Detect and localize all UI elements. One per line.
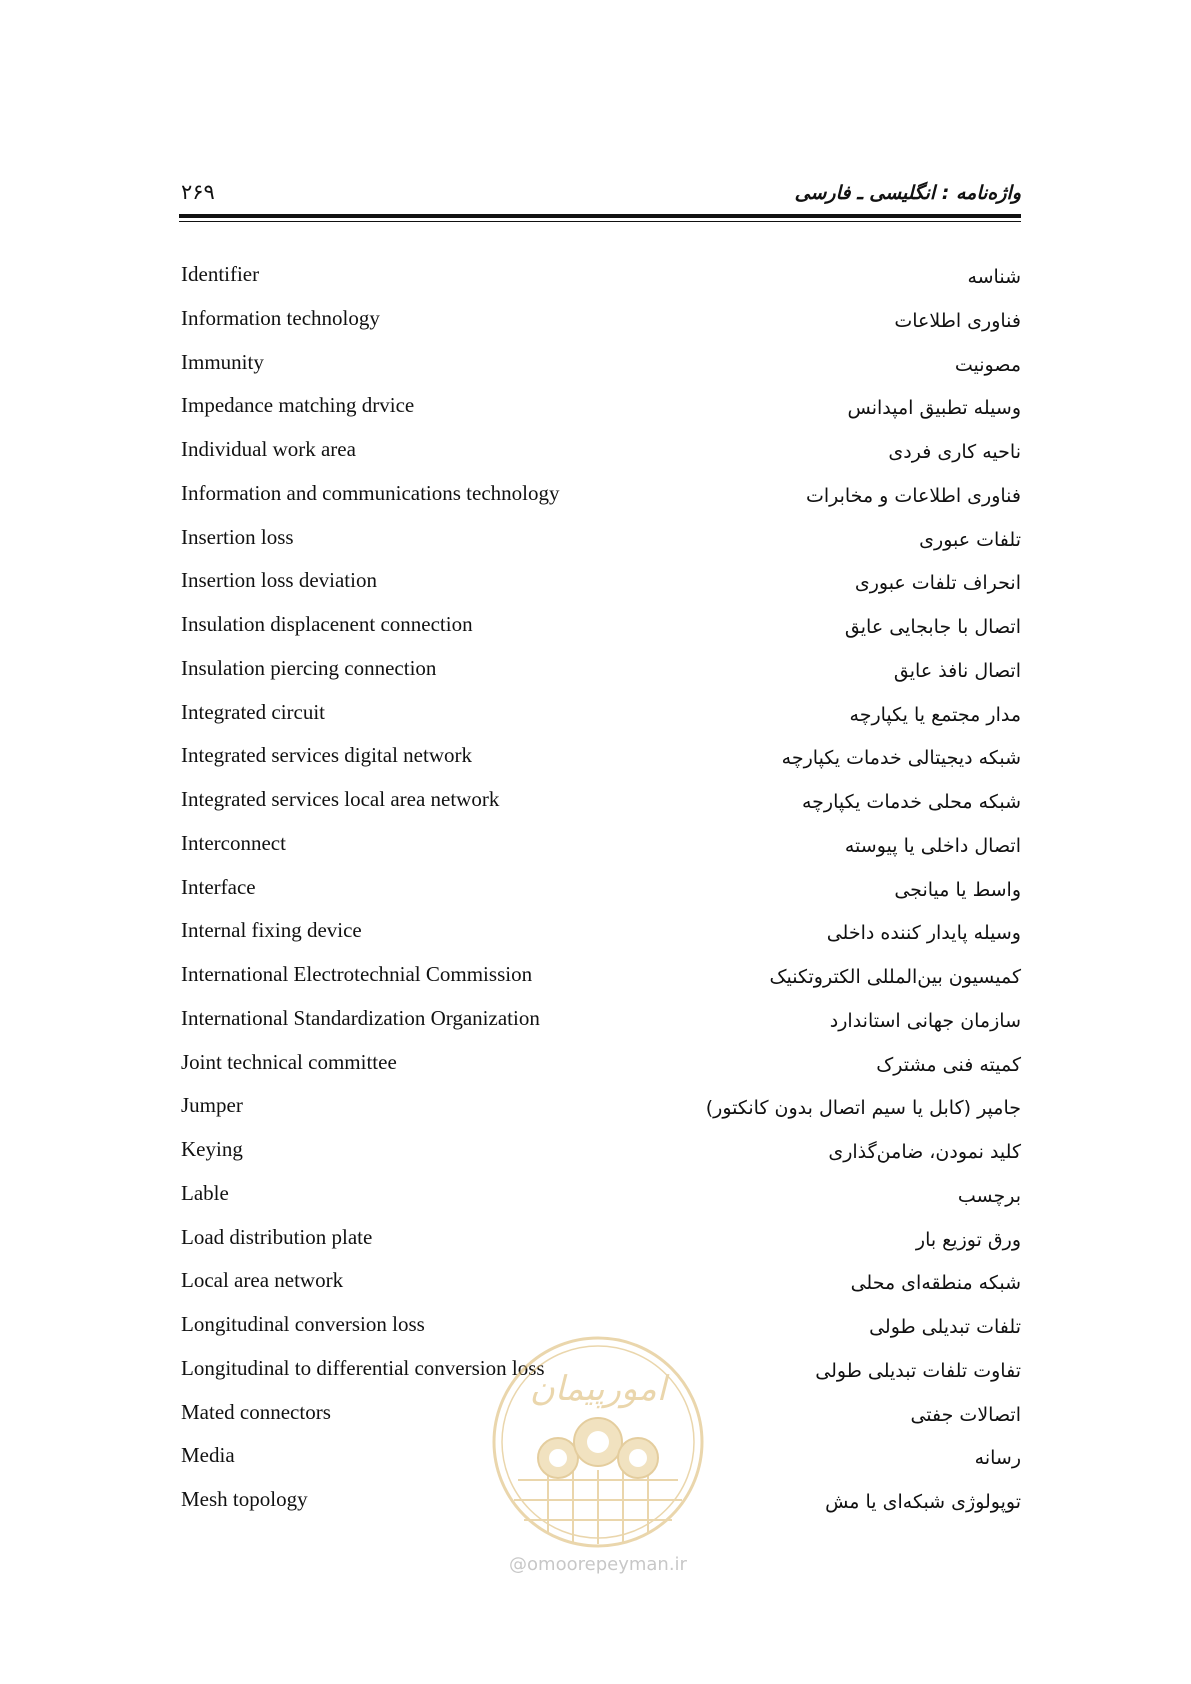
glossary-row — [181, 477, 1021, 521]
persian-term: کمیته فنی مشترک — [876, 1053, 1021, 1076]
persian-term: شبکه دیجیتالی خدمات یکپارچه — [781, 747, 1021, 770]
glossary-row — [181, 1046, 1021, 1090]
header-rule-thin — [179, 221, 1021, 222]
english-term: Lable — [181, 1180, 229, 1205]
persian-term: اتصال با جابجایی عایق — [844, 616, 1021, 638]
english-term: Insertion loss — [181, 524, 294, 549]
glossary-row — [181, 302, 1021, 346]
english-term: Interface — [181, 874, 256, 899]
persian-term: تفاوت تلفات تبدیلی طولی — [815, 1359, 1021, 1382]
english-term: Impedance matching drvice — [181, 393, 415, 418]
english-term: Mated connectors — [181, 1399, 331, 1424]
persian-term: مدار مجتمع یا یکپارچه — [849, 703, 1021, 726]
english-term: Keying — [181, 1137, 243, 1161]
running-title: واژه‌نامه : انگلیسی ـ فارسی — [794, 182, 1021, 204]
english-term: Joint technical committee — [181, 1049, 397, 1074]
glossary-list — [181, 258, 1021, 1527]
persian-term: فناوری اطلاعات و مخابرات — [805, 484, 1021, 507]
persian-term: ناحیه کاری فردی — [888, 441, 1021, 463]
glossary-row — [181, 652, 1021, 696]
persian-term: برچسب — [957, 1184, 1021, 1207]
persian-term: تلفات عبوری — [919, 528, 1021, 551]
glossary-row — [181, 783, 1021, 827]
glossary-row — [181, 871, 1021, 915]
persian-term: وسیله پایدار کننده داخلی — [826, 922, 1021, 945]
persian-term: شبکه محلی خدمات یکپارچه — [801, 791, 1021, 813]
english-term: Individual work area — [181, 437, 356, 461]
english-term: Immunity — [181, 349, 264, 374]
persian-term: کمیسیون بین‌المللی الکتروتکنیک — [769, 966, 1021, 988]
glossary-row — [181, 827, 1021, 871]
glossary-row — [181, 258, 1021, 302]
glossary-row — [181, 1264, 1021, 1308]
glossary-row — [181, 433, 1021, 477]
persian-term: فناوری اطلاعات — [894, 309, 1021, 332]
page-number: ۲۶۹ — [181, 180, 215, 204]
english-term: Media — [181, 1443, 235, 1468]
persian-term: واسط یا میانجی — [894, 878, 1021, 901]
glossary-row — [181, 608, 1021, 652]
glossary-row — [181, 564, 1021, 608]
glossary-row — [181, 1002, 1021, 1046]
english-term: Integrated services digital network — [181, 743, 472, 768]
english-term: Interconnect — [181, 830, 286, 855]
glossary-row — [181, 1221, 1021, 1265]
page-header — [179, 170, 1021, 230]
english-term: Local area network — [181, 1268, 344, 1293]
english-term: International Electrotechnial Commission — [181, 962, 533, 986]
persian-term: اتصال داخلی یا پیوسته — [844, 834, 1021, 857]
english-term: Insulation piercing connection — [181, 655, 437, 680]
english-term: Insertion loss deviation — [181, 568, 377, 593]
persian-term: تلفات تبدیلی طولی — [869, 1316, 1021, 1338]
glossary-row — [181, 739, 1021, 783]
persian-term: اتصالات جفتی — [910, 1403, 1021, 1426]
glossary-row — [181, 1483, 1021, 1527]
persian-term: سازمان جهانی استاندارد — [829, 1009, 1021, 1032]
persian-term: وسیله تطبیق امپدانس — [847, 397, 1021, 420]
english-term: Information and communications technology — [181, 480, 560, 505]
english-term: Insulation displacenent connection — [181, 612, 473, 636]
glossary-row — [181, 1352, 1021, 1396]
english-term: Information technology — [181, 305, 380, 330]
glossary-row — [181, 1308, 1021, 1352]
english-term: Longitudinal conversion loss — [181, 1312, 425, 1336]
english-term: Longitudinal to differential conversion loss — [181, 1355, 545, 1380]
persian-term: اتصال نافذ عایق — [893, 659, 1021, 682]
persian-term: شناسه — [967, 266, 1021, 288]
english-term: Identifier — [181, 262, 260, 286]
persian-term: جامپر (کابل یا سیم اتصال بدون کانکتور) — [705, 1097, 1021, 1120]
glossary-row — [181, 1396, 1021, 1440]
english-term: Integrated services local area network — [181, 787, 500, 811]
glossary-row — [181, 1089, 1021, 1133]
glossary-row — [181, 1133, 1021, 1177]
persian-term: ورق توزیع بار — [915, 1228, 1021, 1251]
english-term: Load distribution plate — [181, 1224, 373, 1249]
glossary-row — [181, 914, 1021, 958]
english-term: Internal fixing device — [181, 918, 362, 943]
watermark-caption: @omoorepeyman.ir — [509, 1554, 687, 1575]
english-term: Jumper — [181, 1093, 243, 1118]
english-term: Mesh topology — [181, 1487, 308, 1511]
persian-term: رسانه — [974, 1447, 1021, 1470]
persian-term: انحراف تلفات عبوری — [854, 572, 1021, 595]
persian-term: کلید نمودن، ضامن‌گذاری — [828, 1141, 1021, 1163]
watermark-logo-text: امورپیمان — [529, 1369, 667, 1409]
glossary-row — [181, 958, 1021, 1002]
persian-term: مصونیت — [954, 353, 1021, 376]
english-term: Integrated circuit — [181, 699, 326, 724]
glossary-row — [181, 346, 1021, 390]
english-term: International Standardization Organization — [181, 1005, 540, 1030]
glossary-row — [181, 1439, 1021, 1483]
glossary-row — [181, 1177, 1021, 1221]
glossary-row — [181, 521, 1021, 565]
glossary-row — [181, 696, 1021, 740]
persian-term: شبکه منطقه‌ای محلی — [850, 1272, 1021, 1295]
header-rule-thick — [179, 214, 1021, 218]
persian-term: توپولوژی شبکه‌ای یا مش — [825, 1491, 1021, 1513]
glossary-row — [181, 389, 1021, 433]
